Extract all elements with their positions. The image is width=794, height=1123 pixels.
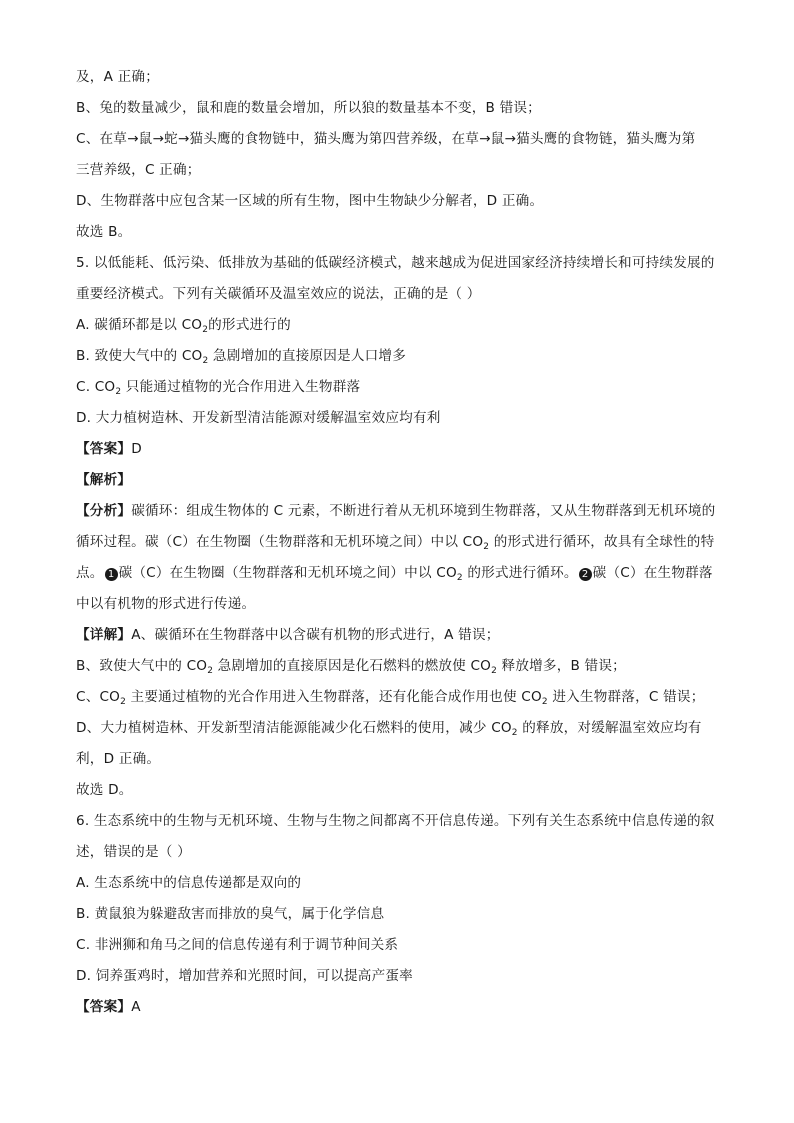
text-run: C、在草→鼠→蛇→猫头鹰的食物链中，猫头鹰为第四营养级，在草→鼠→猫头鹰的食物链，猫头鹰为第 (76, 131, 696, 147)
text-run: D. 大力植树造林、开发新型清洁能源对缓解温室效应均有利 (76, 410, 441, 426)
text-run: 循环过程。碳（C）在生物圈（生物群落和无机环境之间）中以 CO (76, 534, 484, 550)
subscript: 2 (202, 356, 209, 366)
text-run: C. CO (76, 379, 116, 395)
text-line (76, 558, 728, 589)
text-line (76, 465, 728, 496)
text-run: 碳（C）在生物群落 (592, 565, 713, 581)
text-run: B. 黄鼠狼为躲避敌害而排放的臭气，属于化学信息 (76, 906, 385, 922)
subscript: 2 (120, 697, 127, 707)
text-run: C、CO (76, 689, 121, 705)
text-run: 的形式进行循环，故具有全球性的特 (489, 534, 715, 550)
text-run: 及，A 正确； (76, 69, 159, 85)
text-line (76, 93, 728, 124)
text-run: B、致使大气中的 CO (76, 658, 208, 674)
text-run: D (131, 441, 142, 457)
text-line (76, 992, 728, 1023)
circled-number: 2 (579, 568, 592, 581)
text-run: 释放增多，B 错误； (497, 658, 626, 674)
text-run: 重要经济模式。下列有关碳循环及温室效应的说法，正确的是（ ） (76, 286, 481, 302)
text-run: 的形式进行循环。 (462, 565, 578, 581)
text-line (76, 124, 728, 155)
section-tag: 【分析】 (76, 503, 132, 519)
text-line (76, 310, 728, 341)
text-run: 述，错误的是（ ） (76, 844, 191, 860)
text-run: 只能通过植物的光合作用进入生物群落 (121, 379, 361, 395)
text-line (76, 248, 728, 279)
text-line (76, 775, 728, 806)
text-line (76, 434, 728, 465)
text-run: C. 非洲狮和角马之间的信息传递有利于调节种间关系 (76, 937, 399, 953)
text-line (76, 279, 728, 310)
text-run: B. 致使大气中的 CO (76, 348, 203, 364)
text-line (76, 527, 728, 558)
subscript: 2 (456, 573, 463, 583)
text-run: 急剧增加的直接原因是人口增多 (208, 348, 407, 364)
text-run: A. 生态系统中的信息传递都是双向的 (76, 875, 302, 891)
text-line (76, 837, 728, 868)
section-tag: 【答案】 (76, 441, 132, 457)
subscript: 2 (511, 728, 518, 738)
text-run: 利，D 正确。 (76, 751, 161, 767)
subscript: 2 (483, 542, 490, 552)
text-run: 6. 生态系统中的生物与无机环境、生物与生物之间都离不开信息传递。下列有关生态系统中信息传递的叙 (76, 813, 715, 829)
text-line (76, 868, 728, 899)
text-line (76, 806, 728, 837)
text-line (76, 186, 728, 217)
text-line (76, 620, 728, 651)
text-run: 故选 B。 (76, 224, 132, 240)
text-run: 急剧增加的直接原因是化石燃料的燃放使 CO (213, 658, 492, 674)
text-run: 碳循环：组成生物体的 C 元素，不断进行着从无机环境到生物群落，又从生物群落到无机环境的 (131, 503, 716, 519)
text-run: 故选 D。 (76, 782, 133, 798)
text-run: 的形式进行的 (208, 317, 291, 333)
text-line (76, 403, 728, 434)
section-tag: 【答案】 (76, 999, 132, 1015)
document-body (76, 62, 728, 1023)
text-run: B、兔的数量减少，鼠和鹿的数量会增加，所以狼的数量基本不变，B 错误； (76, 100, 541, 116)
text-line (76, 155, 728, 186)
text-line (76, 372, 728, 403)
text-line (76, 930, 728, 961)
text-line (76, 651, 728, 682)
section-tag: 【解析】 (76, 472, 132, 488)
text-run: D、生物群落中应包含某一区域的所有生物，图中生物缺少分解者，D 正确。 (76, 193, 544, 209)
text-run: A (131, 999, 141, 1015)
text-line (76, 496, 728, 527)
text-line (76, 62, 728, 93)
subscript: 2 (207, 666, 214, 676)
text-run: A、碳循环在生物群落中以含碳有机物的形式进行，A 错误； (131, 627, 500, 643)
text-run: 5. 以低能耗、低污染、低排放为基础的低碳经济模式，越来越成为促进国家经济持续增长和可持续发展的 (76, 255, 715, 271)
text-line (76, 961, 728, 992)
text-line (76, 713, 728, 744)
text-line (76, 899, 728, 930)
text-line (76, 589, 728, 620)
text-run: 主要通过植物的光合作用进入生物群落，还有化能合成作用也使 CO (126, 689, 542, 705)
subscript: 2 (115, 387, 122, 397)
subscript: 2 (202, 325, 209, 335)
text-run: 点。 (76, 565, 104, 581)
subscript: 2 (491, 666, 497, 676)
text-run: 的释放，对缓解温室效应均有 (517, 720, 702, 736)
text-line (76, 341, 728, 372)
text-line (76, 744, 728, 775)
text-run: 碳（C）在生物圈（生物群落和无机环境之间）中以 CO (118, 565, 457, 581)
text-run: 中以有机物的形式进行传递。 (76, 596, 256, 612)
subscript: 2 (541, 697, 548, 707)
text-run: 进入生物群落，C 错误； (547, 689, 705, 705)
text-line (76, 217, 728, 248)
circled-number: 1 (105, 568, 118, 581)
text-run: A. 碳循环都是以 CO (76, 317, 203, 333)
text-run: D、大力植树造林、开发新型清洁能源能减少化石燃料的使用，减少 CO (76, 720, 512, 736)
text-run: D. 饲养蛋鸡时，增加营养和光照时间，可以提高产蛋率 (76, 968, 413, 984)
text-line (76, 682, 728, 713)
section-tag: 【详解】 (76, 627, 132, 643)
text-run: 三营养级，C 正确； (76, 162, 201, 178)
